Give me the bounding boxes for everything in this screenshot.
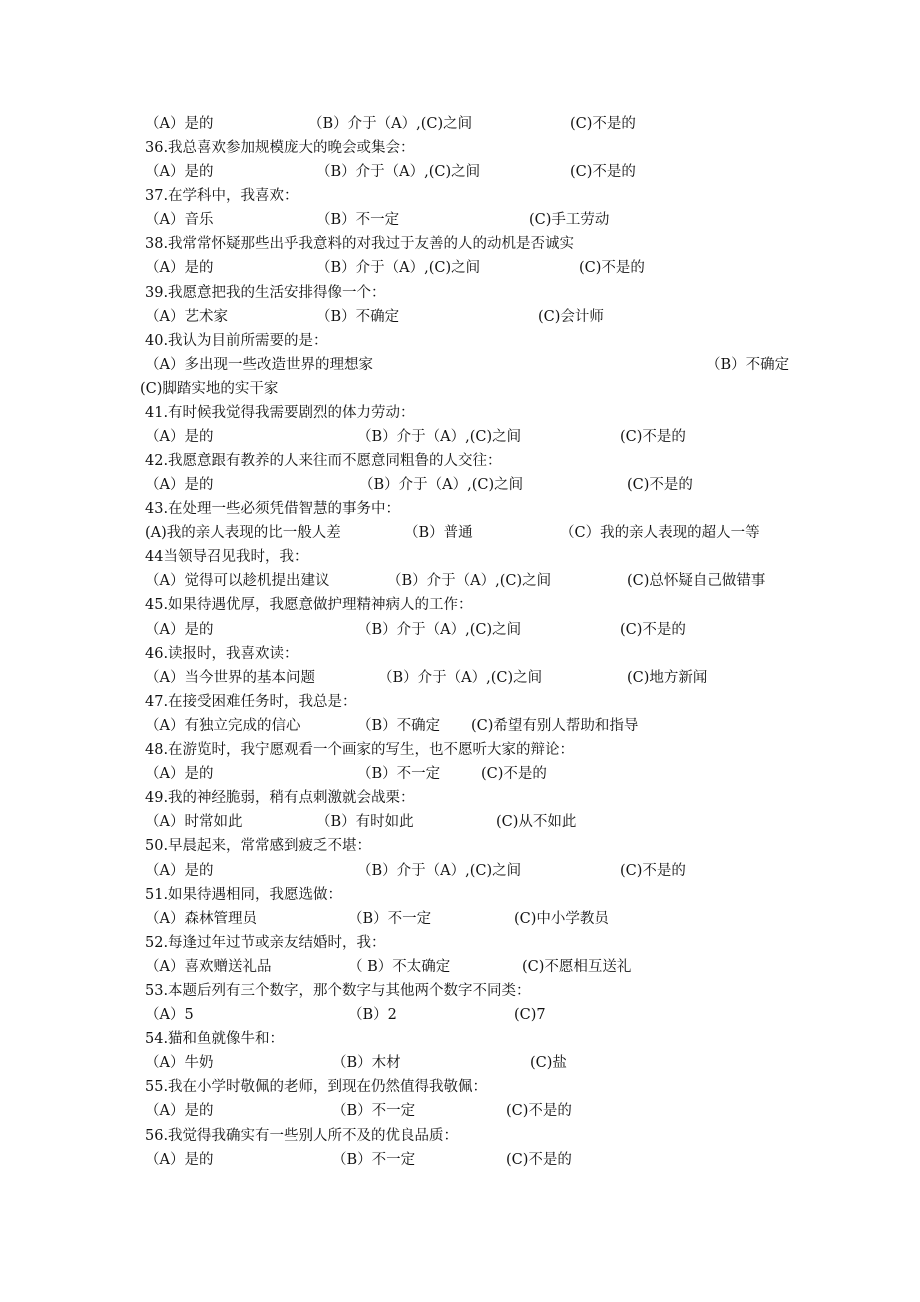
answer-option: (C)不是的 [570, 116, 636, 132]
answer-option: （B）不确定 [316, 309, 400, 325]
answer-option: （A）是的 [145, 477, 214, 493]
answer-option: (C)不是的 [579, 260, 645, 276]
answer-option: （A）当今世界的基本问题 [145, 670, 315, 686]
options-line [0, 859, 920, 883]
answer-option: (C)7 [514, 1007, 546, 1023]
answer-option: （A）是的 [145, 622, 214, 638]
answer-option: （C）我的亲人表现的超人一等 [560, 525, 760, 541]
options-line [0, 762, 920, 786]
answer-option: （B）普通 [404, 525, 473, 541]
answer-option: (C)从不如此 [496, 814, 577, 830]
question-text: 38.我常常怀疑那些出乎我意料的对我过于友善的人的动机是否诚实 [145, 236, 575, 252]
question-text: 37.在学科中，我喜欢： [145, 188, 299, 204]
question-line [0, 883, 920, 907]
question-text: 48.在游览时，我宁愿观看一个画家的写生，也不愿听大家的辩论： [145, 742, 575, 758]
question-line [0, 1027, 920, 1051]
question-line [0, 281, 920, 305]
question-line [0, 232, 920, 256]
options-line [0, 1148, 920, 1172]
options-line [0, 810, 920, 834]
answer-option: （A）是的 [145, 863, 214, 879]
options-line [0, 1099, 920, 1123]
answer-option: （B）不一定 [316, 212, 400, 228]
question-text: 45.如果待遇优厚，我愿意做护理精神病人的工作： [145, 597, 473, 613]
question-line [0, 931, 920, 955]
question-line [0, 1075, 920, 1099]
answer-option: （A）喜欢赠送礼品 [145, 959, 272, 975]
options-line [0, 353, 920, 377]
answer-option: （B）不一定 [332, 1103, 416, 1119]
options-line [0, 618, 920, 642]
answer-option: (C)不是的 [620, 863, 686, 879]
question-text: 36.我总喜欢参加规模庞大的晚会或集会： [145, 140, 415, 156]
answer-option: （A）是的 [145, 164, 214, 180]
answer-option: （B）介于（A）,(C)之间 [357, 622, 522, 638]
answer-option: （A）多出现一些改造世界的理想家 [145, 357, 373, 373]
question-text: 47.在接受困难任务时，我总是： [145, 694, 357, 710]
answer-option: （ B）不太确定 [348, 959, 451, 975]
options-line [0, 521, 920, 545]
question-line [0, 593, 920, 617]
answer-option: （B）木材 [332, 1055, 401, 1071]
answer-option: （A）森林管理员 [145, 911, 257, 927]
answer-option: (C)中小学教员 [514, 911, 609, 927]
question-text: 49.我的神经脆弱，稍有点刺激就会战栗： [145, 790, 415, 806]
answer-option: (C)脚踏实地的实干家 [140, 381, 279, 397]
answer-option: (C)希望有别人帮助和指导 [471, 718, 639, 734]
answer-option: （A）牛奶 [145, 1055, 214, 1071]
options-line [0, 425, 920, 449]
answer-option: (C)不是的 [627, 477, 693, 493]
options-line [0, 955, 920, 979]
answer-option: (C)手工劳动 [529, 212, 610, 228]
answer-option: （A）艺术家 [145, 309, 228, 325]
options-line [0, 473, 920, 497]
answer-option: （A）是的 [145, 260, 214, 276]
question-line [0, 642, 920, 666]
answer-option: （A）是的 [145, 429, 214, 445]
question-line [0, 834, 920, 858]
answer-option: （B）不一定 [357, 766, 441, 782]
answer-option: (C)不是的 [620, 622, 686, 638]
options-line [0, 666, 920, 690]
answer-option: (C)不是的 [620, 429, 686, 445]
answer-option: （B）介于（A）,(C)之间 [359, 477, 524, 493]
question-line [0, 979, 920, 1003]
question-line [0, 136, 920, 160]
question-text: 43.在处理一些必须凭借智慧的事务中： [145, 501, 401, 517]
answer-option: （B）不一定 [332, 1152, 416, 1168]
options-line [0, 377, 920, 401]
answer-option: （B）介于（A）,(C)之间 [308, 116, 473, 132]
question-text: 52.每逢过年过节或亲友结婚时，我： [145, 935, 386, 951]
question-text: 39.我愿意把我的生活安排得像一个： [145, 285, 386, 301]
question-text: 41.有时候我觉得我需要剧烈的体力劳动： [145, 405, 415, 421]
answer-option: (C)不是的 [570, 164, 636, 180]
answer-option: (C)地方新闻 [627, 670, 708, 686]
answer-option: （B）介于（A）,(C)之间 [357, 863, 522, 879]
answer-option: （A）是的 [145, 766, 214, 782]
answer-option: (C)不是的 [481, 766, 547, 782]
question-text: 55.我在小学时敬佩的老师，到现在仍然值得我敬佩： [145, 1079, 488, 1095]
answer-option: （A）音乐 [145, 212, 214, 228]
answer-option: （B）有时如此 [316, 814, 414, 830]
question-line [0, 738, 920, 762]
options-line [0, 714, 920, 738]
question-text: 46.读报时，我喜欢读： [145, 646, 299, 662]
answer-option: （B）2 [348, 1007, 397, 1023]
options-line [0, 208, 920, 232]
options-line [0, 305, 920, 329]
question-text: 50.早晨起来，常常感到疲乏不堪： [145, 838, 372, 854]
answer-option: （A）是的 [145, 1103, 214, 1119]
options-line [0, 1003, 920, 1027]
options-line [0, 112, 920, 136]
options-line [0, 907, 920, 931]
question-line [0, 786, 920, 810]
question-text: 53.本题后列有三个数字，那个数字与其他两个数字不同类： [145, 983, 531, 999]
options-line [0, 160, 920, 184]
question-line [0, 329, 920, 353]
options-line [0, 1051, 920, 1075]
answer-option: （B）不确定 [706, 357, 790, 373]
answer-option: （B）介于（A）,(C)之间 [316, 164, 481, 180]
answer-option: （A）是的 [145, 116, 214, 132]
answer-option: （A）5 [145, 1007, 194, 1023]
question-line [0, 401, 920, 425]
answer-option: (C)不愿相互送礼 [522, 959, 632, 975]
answer-option: (A)我的亲人表现的比一般人差 [145, 525, 341, 541]
answer-option: （B）介于（A）,(C)之间 [316, 260, 481, 276]
question-line [0, 690, 920, 714]
question-text: 51.如果待遇相同，我愿选做： [145, 887, 343, 903]
question-text: 54.猫和鱼就像牛和： [145, 1031, 285, 1047]
answer-option: （A）时常如此 [145, 814, 243, 830]
answer-option: (C)不是的 [506, 1152, 572, 1168]
answer-option: (C)总怀疑自己做错事 [627, 573, 766, 589]
answer-option: （B）介于（A）,(C)之间 [357, 429, 522, 445]
question-text: 40.我认为目前所需要的是： [145, 333, 328, 349]
question-line [0, 1124, 920, 1148]
question-text: 42.我愿意跟有教养的人来往而不愿意同粗鲁的人交往： [145, 453, 502, 469]
answer-option: (C)会计师 [538, 309, 604, 325]
question-line [0, 184, 920, 208]
options-line [0, 256, 920, 280]
question-text: 56.我觉得我确实有一些别人所不及的优良品质： [145, 1128, 459, 1144]
question-line [0, 449, 920, 473]
answer-option: （B）不确定 [357, 718, 441, 734]
options-line [0, 569, 920, 593]
question-text: 44当领导召见我时，我： [145, 549, 309, 565]
answer-option: （B）介于（A）,(C)之间 [378, 670, 543, 686]
answer-option: (C)盐 [530, 1055, 567, 1071]
answer-option: （A）觉得可以趁机提出建议 [145, 573, 330, 589]
answer-option: （B）不一定 [348, 911, 432, 927]
answer-option: （A）是的 [145, 1152, 214, 1168]
answer-option: （A）有独立完成的信心 [145, 718, 301, 734]
question-line [0, 497, 920, 521]
question-line [0, 545, 920, 569]
answer-option: （B）介于（A）,(C)之间 [387, 573, 552, 589]
answer-option: (C)不是的 [506, 1103, 572, 1119]
